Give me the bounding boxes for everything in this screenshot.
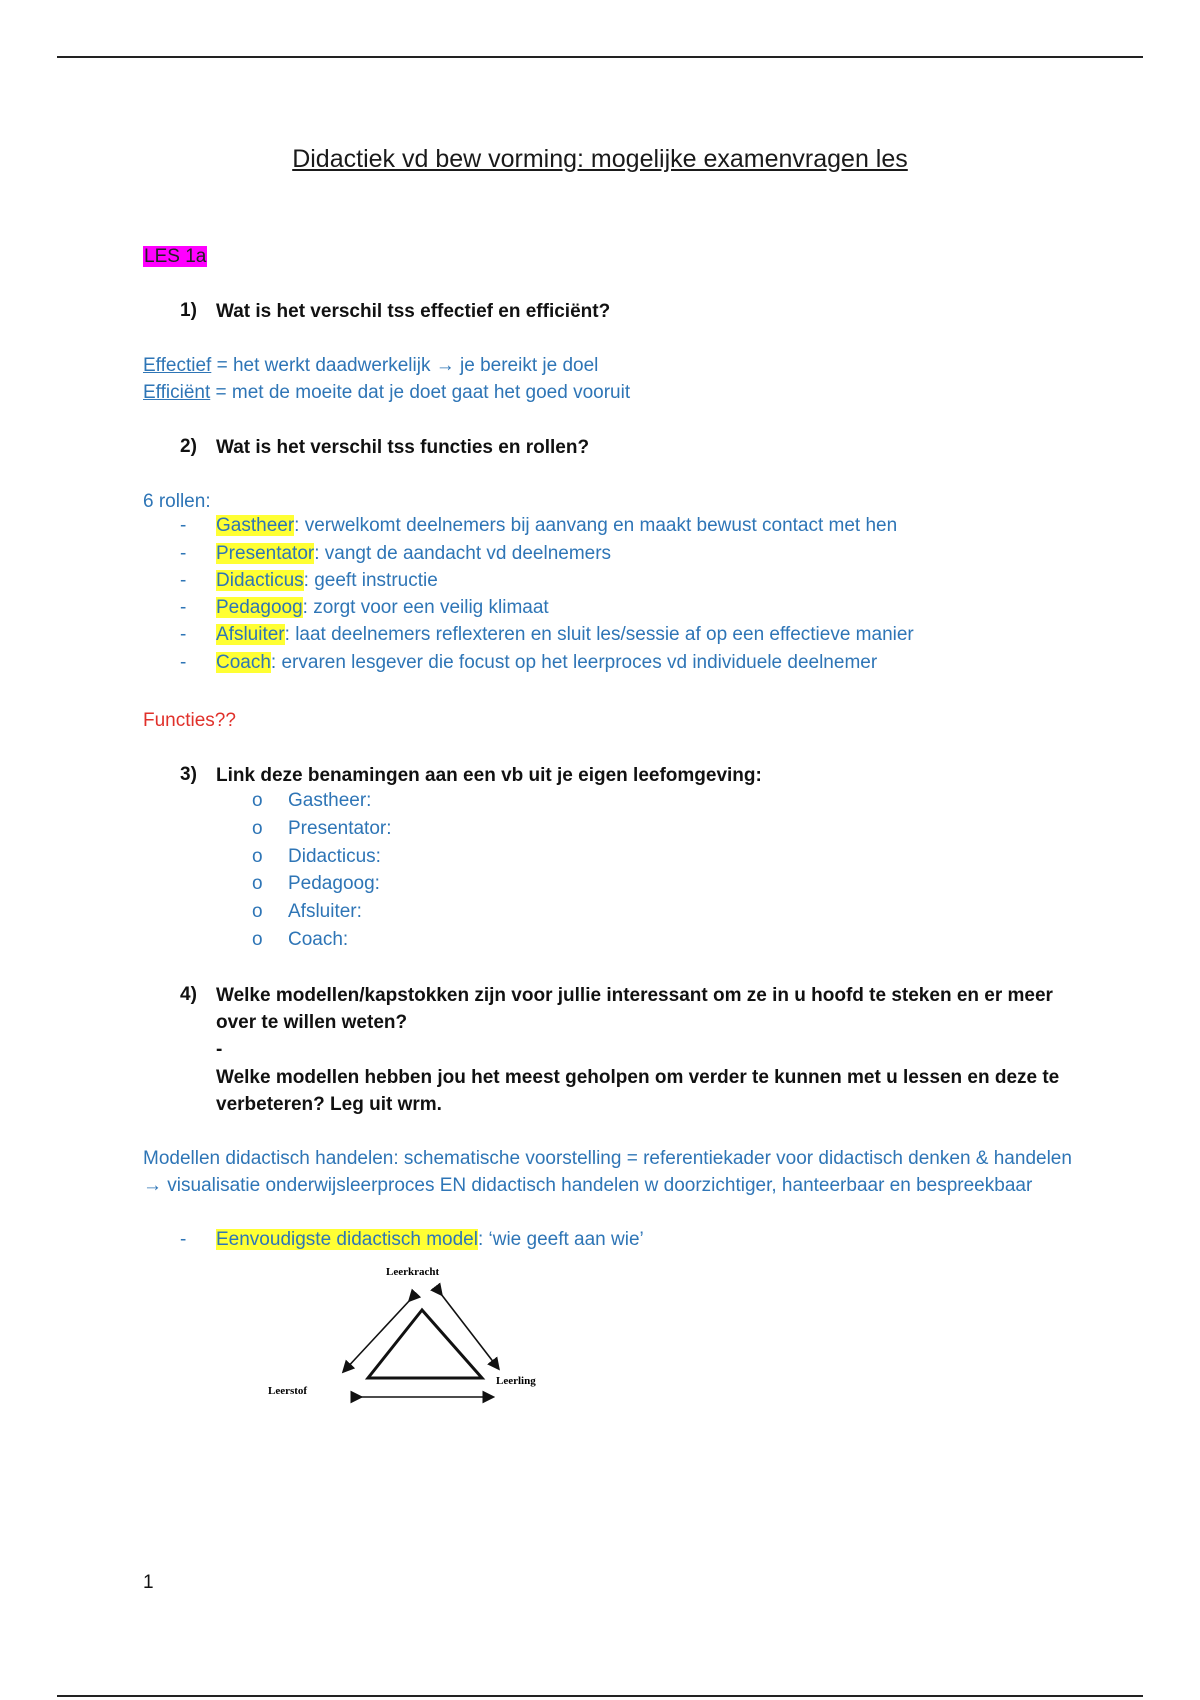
question-2-text: Wat is het verschil tss functies en rollen? [216, 437, 590, 458]
question-3-text: Link deze benamingen aan een vb uit je eigen leefomgeving: [216, 765, 762, 786]
functions-note: Functies?? [143, 710, 236, 731]
question-4-text-b: Welke modellen hebben jou het meest geholpen om verder te kunnen met u lessen en deze te verbeteren? Leg uit wrm. [216, 1067, 1060, 1115]
models-answer: Modellen didactisch handelen: schematische voorstelling = referentiekader voor didactisch denken & handelen → visualisatie onderwijsleerproces EN didactisch handelen w doorzichtiger, hanteerbaar en bespreekbaar [143, 1148, 1072, 1196]
arrow-teacher-student [441, 1294, 498, 1368]
question-4-number: 4) [180, 984, 197, 1005]
triangle-shape [368, 1310, 482, 1378]
section-label: LES 1a [144, 246, 207, 267]
header-rule [57, 56, 1143, 58]
question-1-text: Wat is het verschil tss effectief en efficiënt? [216, 301, 611, 322]
page-title: Didactiek vd bew vorming: mogelijke examenvragen les [292, 145, 908, 173]
question-1-number: 1) [180, 300, 197, 321]
diagram-label-leerling: Leerling [496, 1375, 536, 1387]
footer-rule [57, 1695, 1143, 1697]
question-2-number: 2) [180, 436, 197, 457]
diagram-label-leerstof: Leerstof [268, 1385, 308, 1397]
roles-intro: 6 rollen: [143, 491, 211, 512]
question-4-separator: - [216, 1039, 223, 1060]
answer-efficient: Efficiënt = met de moeite dat je doet gaat het goed vooruit [143, 382, 631, 403]
page-number: 1 [143, 1572, 154, 1593]
diagram-label-leerkracht: Leerkracht [386, 1266, 440, 1278]
question-4-text-a: Welke modellen/kapstokken zijn voor jullie interessant om ze in u hoofd te steken en er meer over te willen weten? [216, 985, 1053, 1033]
didactic-triangle-diagram [258, 1262, 548, 1407]
question-3-number: 3) [180, 764, 197, 785]
answer-effectief: Effectief = het werkt daadwerkelijk → je bereikt je doel [143, 355, 599, 376]
